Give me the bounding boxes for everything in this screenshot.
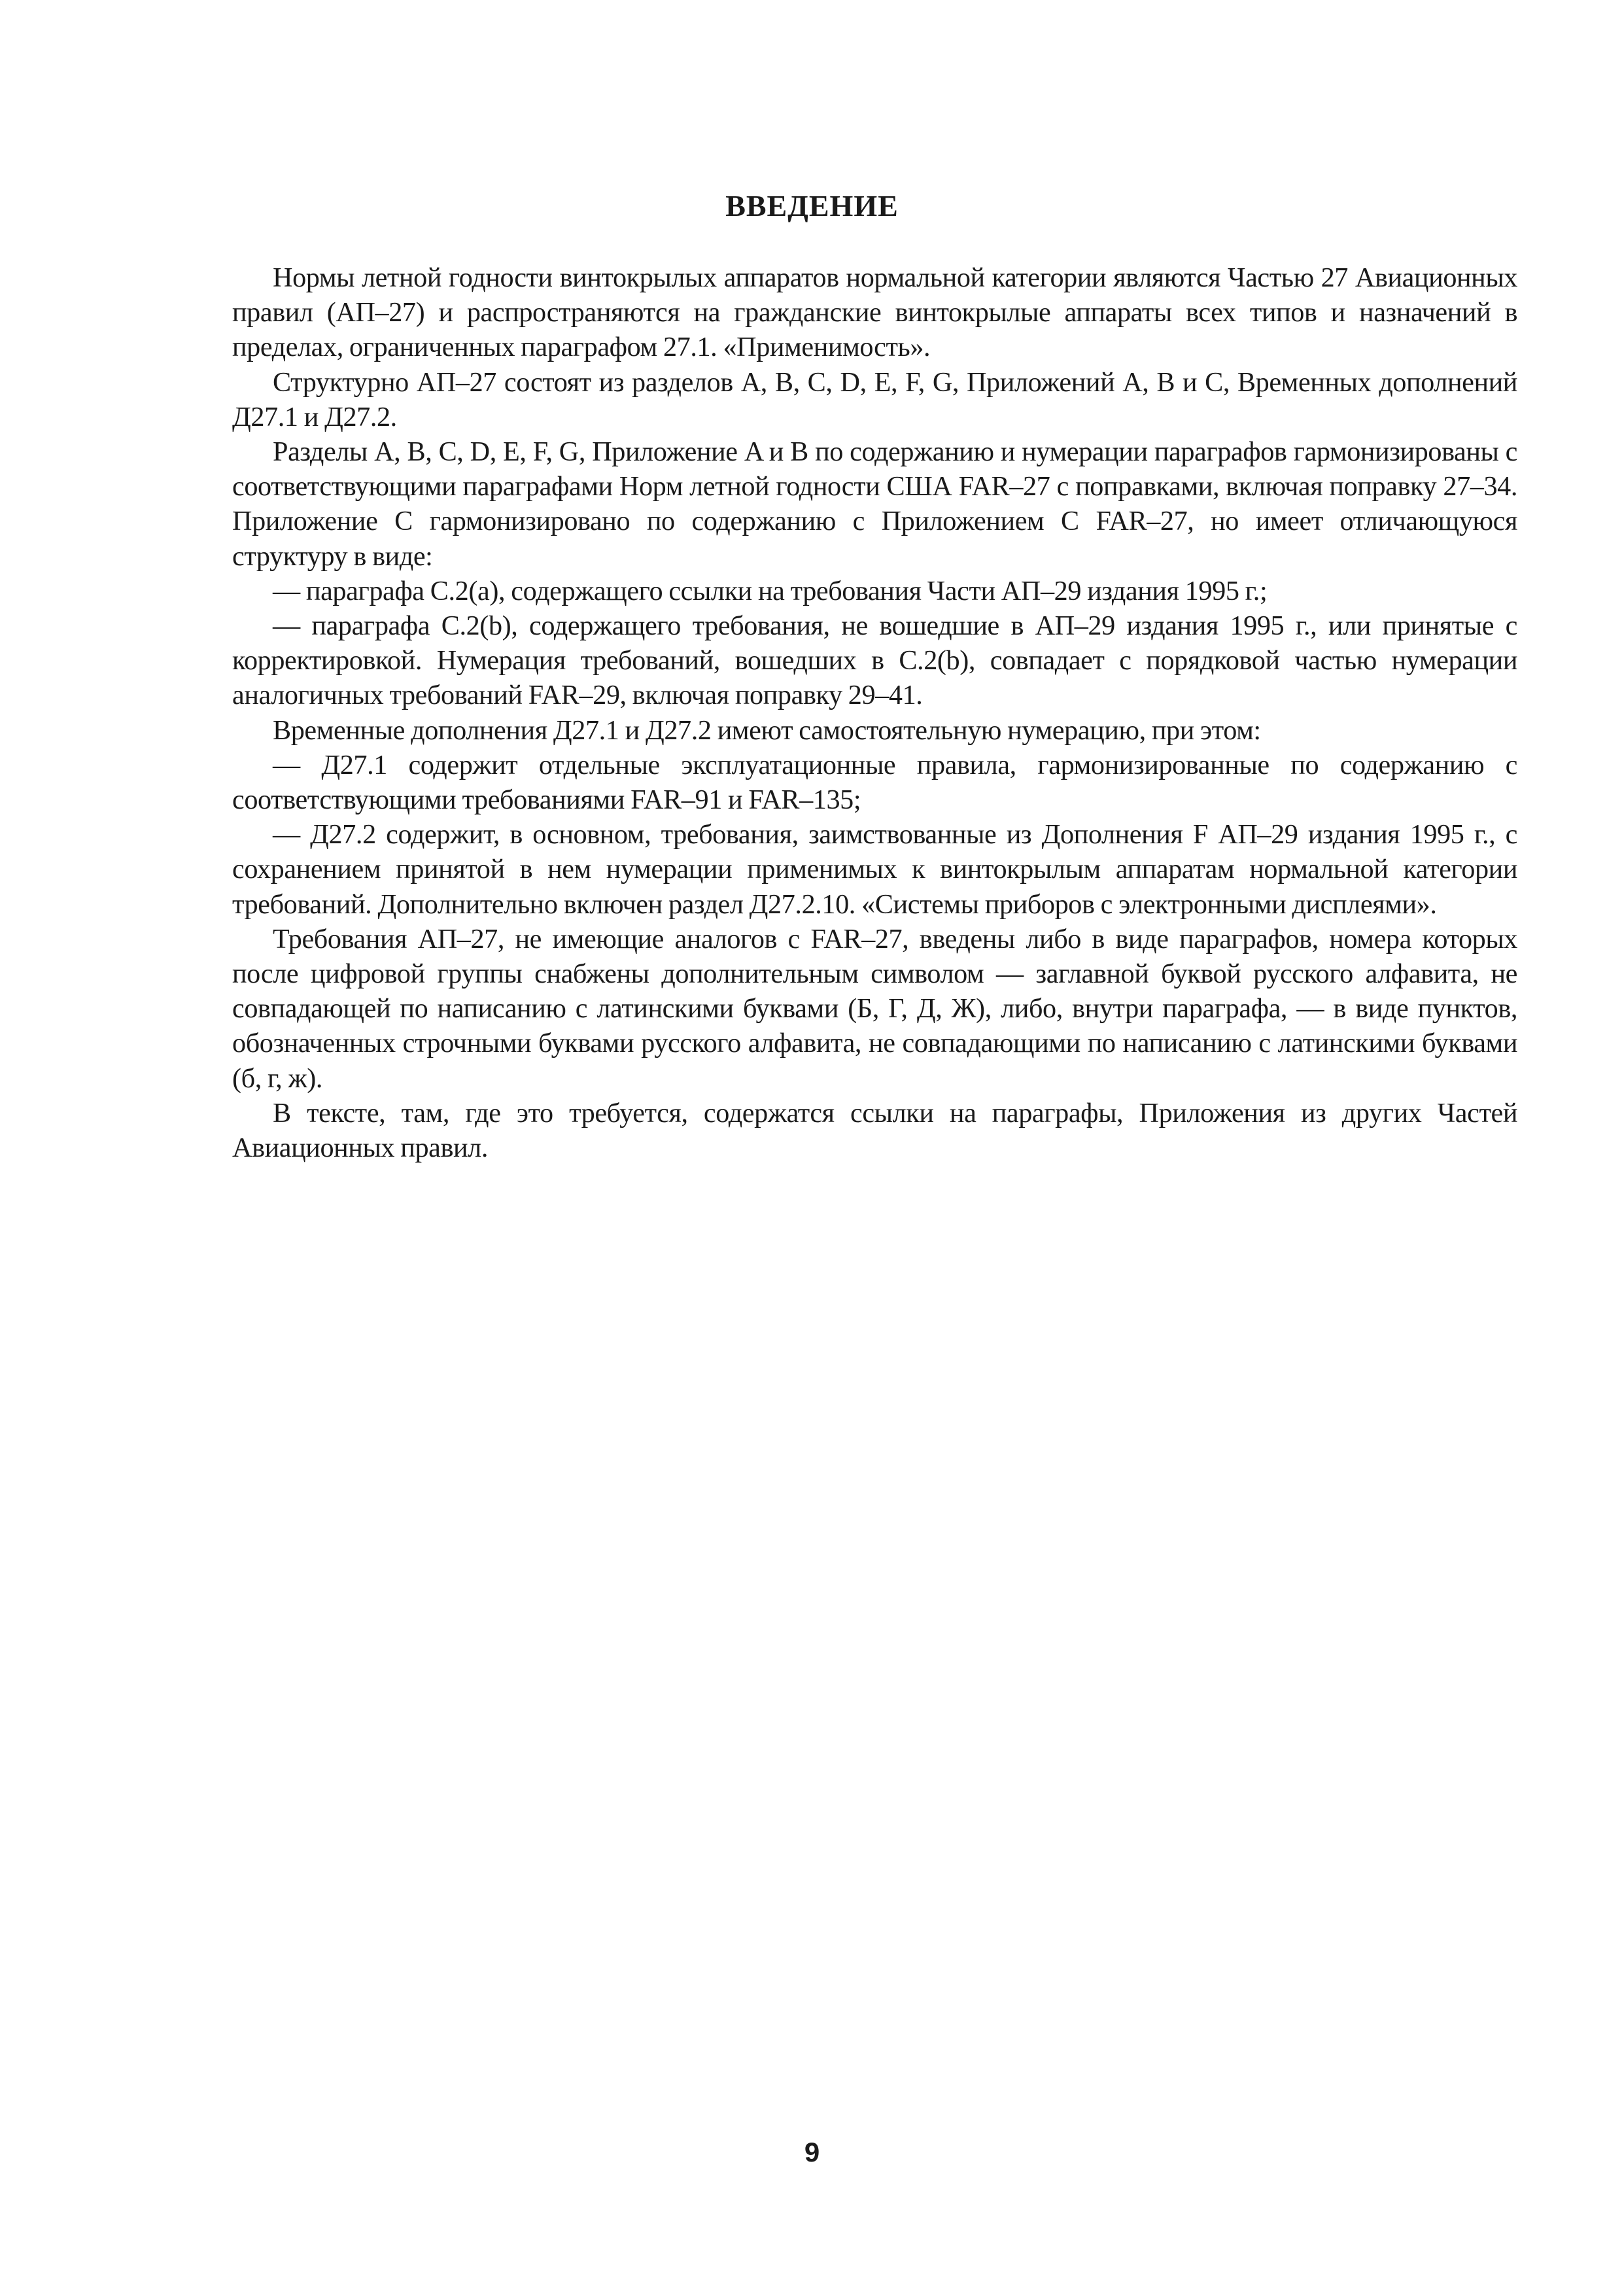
page-title: ВВЕДЕНИЕ xyxy=(725,189,899,222)
list-item-c2a: — параграфа C.2(a), содержащего ссылки на требования Части АП–29 издания 1995 г.; xyxy=(273,575,1268,606)
paragraph-non-analog-requirements: Требования АП–27, не имеющие аналогов с FAR–27, введены либо в виде параграфов, номера которых после цифровой группы снабжены дополнительным символом — заглавной буквой русского алфавита, не совпадающей по написанию с латинскими буквами (Б, Г, Д, Ж), либо, внутри параграфа, — в виде пунктов, обозначенных строчными буквами русского алфавита, не совпадающими по написанию с латинскими буквами (б, г, ж). xyxy=(232,923,1517,1094)
paragraph-temporary-supplements: Временные дополнения Д27.1 и Д27.2 имеют самостоятельную нумерацию, при этом: xyxy=(273,714,1261,746)
list-item-c2b: — параграфа C.2(b), содержащего требования, не вошедшие в АП–29 издания 1995 г., или принятые с корректировкой. Нумерация требований, вошедших в C.2(b), совпадает с порядковой частью нумерации аналогичных требований FAR–29, включая поправку 29–41. xyxy=(232,610,1517,711)
body-text xyxy=(232,260,1517,1165)
paragraph-references: В тексте, там, где это требуется, содержатся ссылки на параграфы, Приложения из других Частей Авиационных правил. xyxy=(232,1097,1517,1164)
paragraph-applicability: Нормы летной годности винтокрылых аппаратов нормальной категории являются Частью 27 Авиационных правил (АП–27) и распространяются на гражданские винтокрылые аппараты всех типов и назначений в пределах, ограниченных параграфом 27.1. «Применимость». xyxy=(232,262,1517,363)
list-item-d27-1: — Д27.1 содержит отдельные эксплуатационные правила, гармонизированные по содержанию с соответствующими требованиями FAR–91 и FAR–135; xyxy=(232,749,1517,816)
paragraph-structure: Структурно АП–27 состоят из разделов A, B, C, D, E, F, G, Приложений A, B и C, Временных дополнений Д27.1 и Д27.2. xyxy=(232,366,1517,432)
paragraph-harmonization: Разделы A, B, C, D, E, F, G, Приложение A и B по содержанию и нумерации параграфов гармонизированы с соответствующими параграфами Норм летной годности США FAR–27 с поправками, включая поправку 27–34. Приложение C гармонизировано по содержанию с Приложением C FAR–27, но имеет отличающуюся структуру в виде: xyxy=(232,436,1517,572)
page-number: 9 xyxy=(804,2137,820,2167)
list-item-d27-2: — Д27.2 содержит, в основном, требования, заимствованные из Дополнения F АП–29 издания 1995 г., с сохранением принятой в нем нумерации применимых к винтокрылым аппаратам нормальной категории требований. Дополнительно включен раздел Д27.2.10. «Системы приборов с электронными дисплеями». xyxy=(232,819,1517,920)
